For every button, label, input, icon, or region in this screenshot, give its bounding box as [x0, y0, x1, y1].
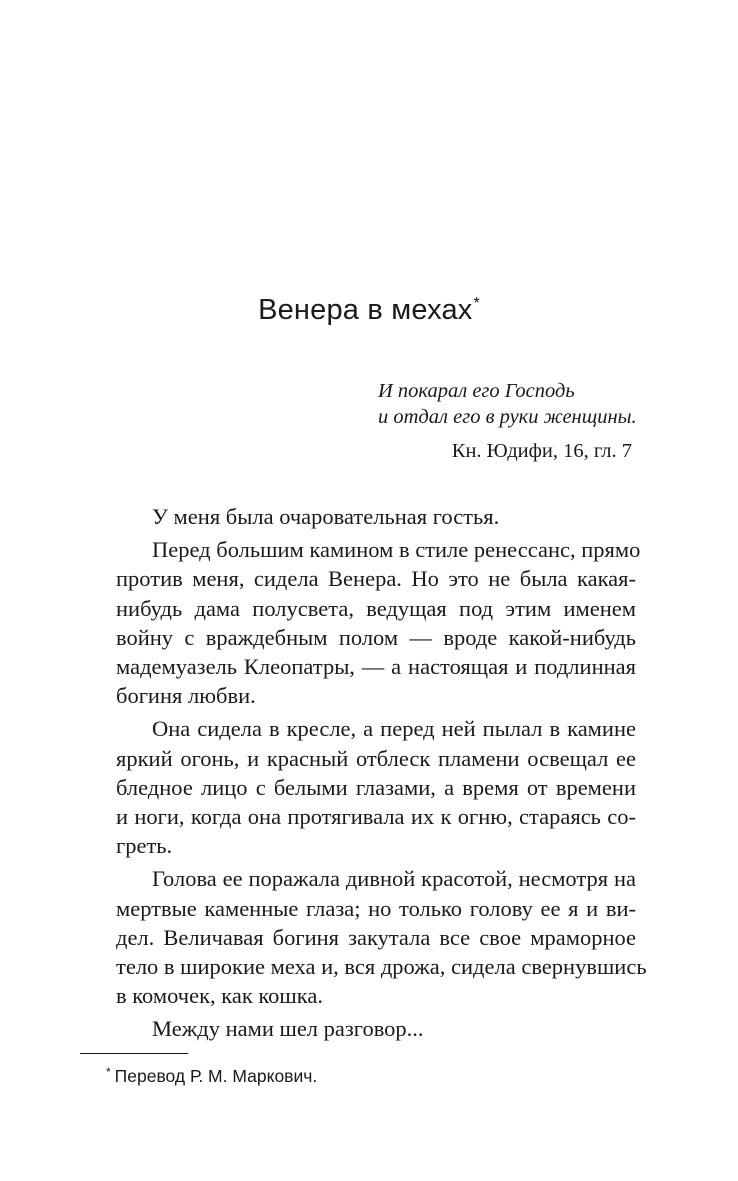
- text-line: Она сидела в кресле, а перед ней пылал в камине: [152, 716, 636, 742]
- text-line: и ноги, когда она протягивала их к огню, стараясь со-: [116, 804, 636, 830]
- paragraph: [80, 714, 636, 860]
- body-text: [80, 502, 647, 1048]
- text-line: нибудь дама полусвета, ведущая под этим именем: [116, 595, 636, 621]
- paragraph: [80, 1014, 636, 1043]
- text-line: против меня, сидела Венера. Но это не была какая-: [116, 566, 636, 592]
- epigraph-source: Кн. Юдифи, 16, гл. 7: [451, 440, 632, 462]
- footnote-marker: *: [106, 1065, 111, 1079]
- epigraph-line: и отдал его в руки женщины.: [378, 406, 637, 428]
- text-line: яркий огонь, и красный отблеск пламени освещал ее: [116, 745, 636, 771]
- text-line: мадемуазель Клеопатры, — а настоящая и подлинная: [116, 654, 636, 680]
- text-line: дел. Величавая богиня закутала все свое мраморное: [116, 924, 636, 950]
- footnote: [106, 1064, 317, 1088]
- text-line: тело в широкие меха и, вся дрожа, сидела свернувшись: [116, 954, 647, 980]
- paragraph: [80, 864, 647, 1010]
- text-line: войну с враждебным полом — вроде какой-нибудь: [116, 624, 636, 650]
- text-line: Перед большим камином в стиле ренессанс, прямо: [152, 537, 641, 563]
- text-line: У меня была очаровательная гостья.: [152, 504, 500, 529]
- text-line: в комочек, как кошка.: [116, 983, 323, 1009]
- footnote-divider: [80, 1053, 188, 1054]
- text-line: Между нами шел разговор...: [152, 1016, 424, 1042]
- text-line: богиня любви.: [116, 683, 256, 709]
- epigraph-line: И покарал его Господь: [378, 380, 575, 402]
- paragraph: [80, 535, 641, 710]
- epigraph: [378, 378, 637, 430]
- text-line: греть.: [116, 833, 173, 859]
- text-line: бледное лицо с белыми глазами, а время от времени: [116, 774, 636, 800]
- text-line: мертвые каменные глаза; но только голову ее я и ви-: [116, 895, 636, 921]
- paragraph: [80, 502, 636, 531]
- footnote-marker: *: [473, 295, 480, 312]
- text-line: Голова ее поражала дивной красотой, несмотря на: [152, 866, 636, 892]
- chapter-title-text: Венера в мехах: [258, 294, 473, 326]
- footnote-text: Перевод Р. М. Маркович.: [114, 1066, 318, 1086]
- chapter-title: [0, 290, 738, 330]
